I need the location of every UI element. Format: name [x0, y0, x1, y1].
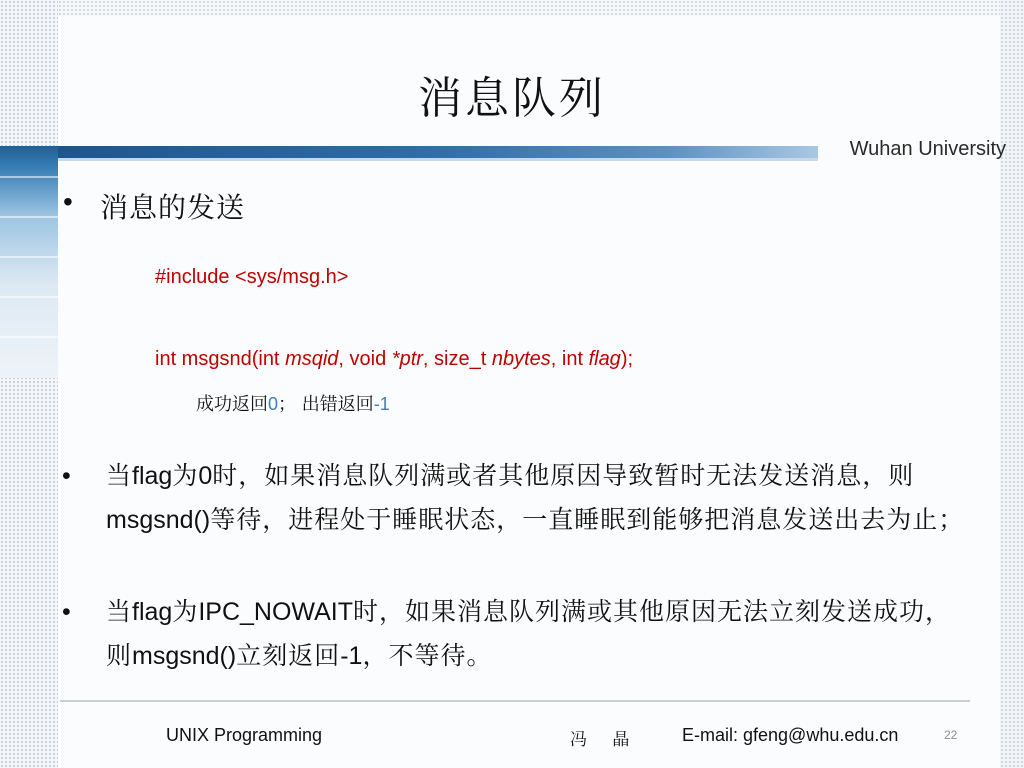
footer-author: 冯 晶	[570, 730, 640, 750]
footer-course: UNIX Programming	[166, 725, 323, 745]
para-text: 0	[198, 462, 213, 490]
university-name: Wuhan University	[849, 138, 1006, 160]
para-text: ，不等待。	[362, 641, 493, 670]
code-token: , void	[338, 348, 392, 370]
para-text: -1	[340, 642, 363, 670]
footer-email: E-mail: gfeng@whu.edu.cn	[682, 725, 899, 745]
code-signature-line	[155, 348, 633, 371]
code-include-line: #include <sys/msg.h>	[155, 266, 349, 288]
return-success-text: 成功返回	[196, 394, 268, 415]
return-separator: ； 出错返回	[278, 394, 374, 415]
code-param-flag: flag	[588, 348, 621, 370]
left-accent-panel	[0, 146, 58, 378]
para-text: 时，如果消息队列满或其他原因无法立刻发送成功，则	[106, 597, 951, 670]
bullet-dot: •	[63, 186, 74, 217]
return-success-value: 0	[268, 394, 279, 414]
code-token: , size_t	[422, 348, 492, 370]
para-text: 等待，进程处于睡眠状态，一直睡眠到能够把消息发送出去为止；	[210, 505, 965, 534]
para-text: IPC_NOWAIT	[198, 598, 353, 626]
bullet-dot: •	[62, 598, 72, 626]
title-underline-accent	[58, 158, 818, 161]
para-text: 为	[172, 461, 199, 490]
para-text: msgsnd()	[106, 506, 211, 534]
footer-divider	[60, 700, 970, 702]
return-info-line	[196, 390, 390, 416]
code-token: , int	[550, 348, 589, 370]
page-number: 22	[944, 728, 958, 742]
return-error-value: -1	[373, 394, 390, 414]
bullet-dot: •	[62, 462, 72, 490]
para-text: 当	[106, 597, 133, 626]
para-text: 为	[172, 597, 199, 626]
section-bullet-text: 消息的发送	[100, 191, 246, 224]
top-dot-texture	[58, 0, 1000, 16]
code-param-ptr: *ptr	[391, 348, 423, 370]
slide-title: 消息队列	[418, 73, 606, 124]
code-token: int msgsnd(int	[155, 348, 286, 370]
code-param-nbytes: nbytes	[491, 348, 551, 370]
code-token: );	[620, 348, 634, 370]
para-text: flag	[132, 598, 173, 626]
title-underline-bar	[58, 146, 818, 158]
section-bullet	[63, 186, 246, 226]
bullet-paragraph-2	[62, 590, 966, 678]
para-text: 立刻返回	[236, 641, 341, 670]
para-text: 时，如果消息队列满或者其他原因导致暂时无法发送消息，则	[212, 461, 915, 490]
code-param-msqid: msqid	[285, 348, 339, 370]
para-text: flag	[132, 462, 173, 490]
bullet-paragraph-1	[62, 454, 966, 542]
para-text: msgsnd()	[132, 642, 237, 670]
para-text: 当	[106, 461, 133, 490]
